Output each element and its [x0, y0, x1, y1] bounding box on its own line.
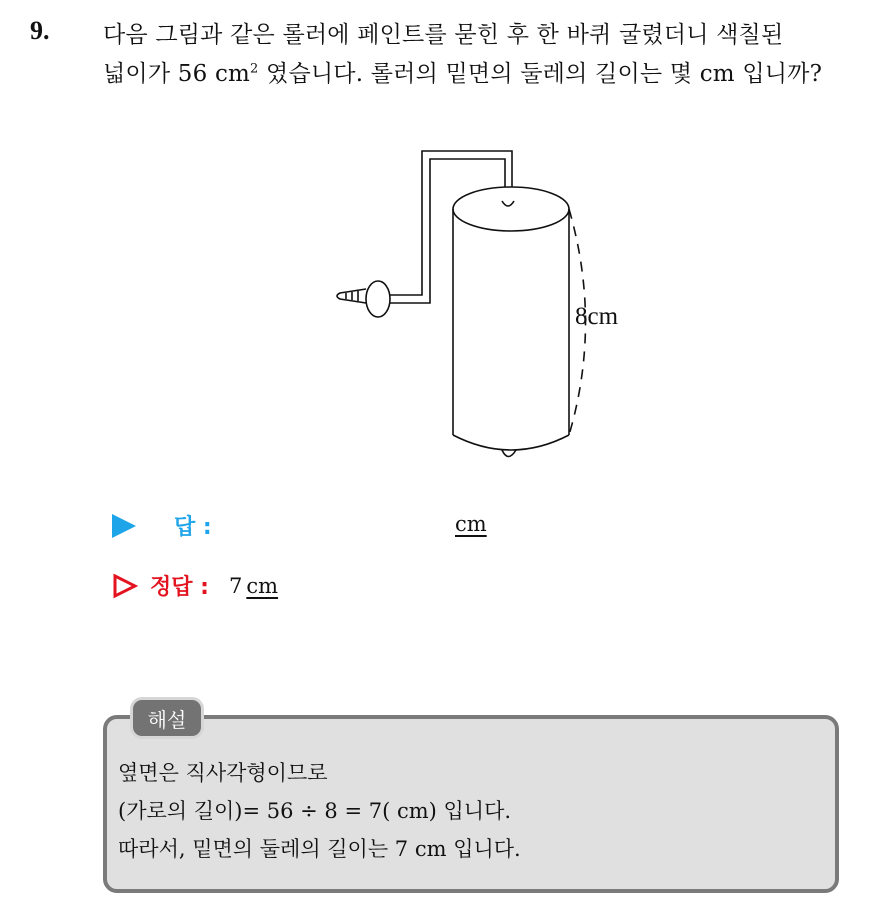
correct-answer-value: 7 cm — [228, 573, 279, 598]
triangle-outline-icon — [112, 573, 138, 599]
answer-row — [112, 510, 212, 541]
question-text-line-2: 넓이가 56 $cm^2$ 였습니다. 롤러의 밑면의 둘레의 길이는 몇 cm 입니까? — [103, 61, 823, 87]
solution-line-1: 옆면은 직사각형이므로 — [118, 761, 328, 785]
solution-line-2: (가로의 길이)= 56 ÷ 8 = 7( cm) 입니다. — [118, 799, 512, 823]
correct-answer-label: 정답 : — [150, 575, 209, 600]
question-text-line-1: 다음 그림과 같은 롤러에 페인트를 묻힌 후 한 바퀴 굴렸더니 색칠된 — [103, 22, 784, 48]
question-number: 9. — [30, 16, 50, 45]
height-label: 8cm — [575, 303, 619, 330]
roller-figure — [330, 145, 660, 465]
answer-blank-unit: cm — [455, 512, 487, 536]
triangle-filled-icon — [112, 514, 136, 538]
solution-tab: 해설 — [130, 697, 204, 739]
correct-answer-row — [112, 570, 278, 601]
solution-line-3: 따라서, 밑면의 둘레의 길이는 7 cm 입니다. — [118, 837, 521, 861]
answer-label: 답 : — [174, 515, 212, 540]
